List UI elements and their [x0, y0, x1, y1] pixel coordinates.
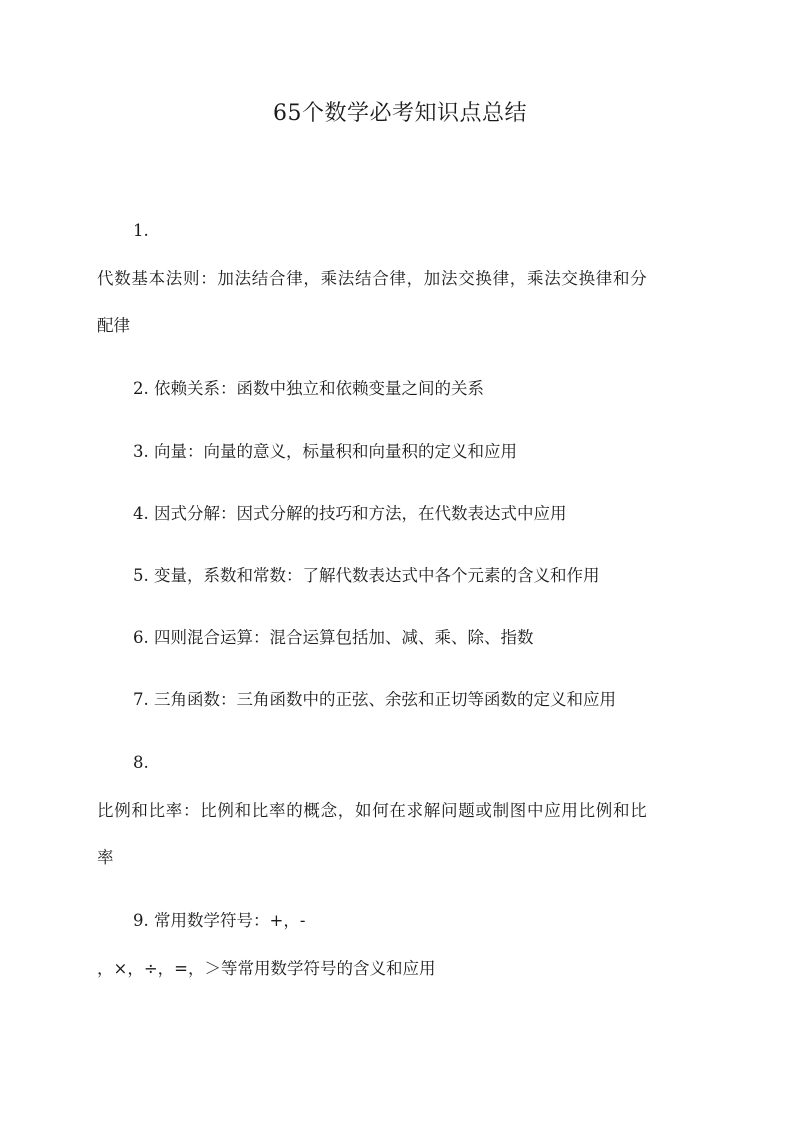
document-title: 65个数学必考知识点总结	[273, 101, 527, 126]
item-6: 6. 四则混合运算：混合运算包括加、减、乘、除、指数	[133, 628, 534, 647]
item-4: 4. 因式分解：因式分解的技巧和方法，在代数表达式中应用	[133, 504, 567, 523]
item-7: 7. 三角函数：三角函数中的正弦、余弦和正切等函数的定义和应用	[133, 690, 616, 709]
item-1-text: 代数基本法则：加法结合律，乘法结合律，加法交换律，乘法交换律和分	[97, 269, 648, 288]
item-2: 2. 依赖关系：函数中独立和依赖变量之间的关系	[133, 379, 484, 398]
item-8-number: 8.	[133, 753, 149, 772]
item-5: 5. 变量，系数和常数：了解代数表达式中各个元素的含义和作用	[133, 566, 600, 585]
item-9-text-continued: ，×，÷，=，＞等常用数学符号的含义和应用	[97, 959, 436, 978]
item-1-number: 1.	[133, 221, 149, 240]
item-8-text: 比例和比率：比例和比率的概念，如何在求解问题或制图中应用比例和比	[97, 801, 648, 820]
item-8-text-continued: 率	[97, 848, 114, 867]
item-9: 9. 常用数学符号：+，-	[133, 911, 306, 930]
item-1-text-continued: 配律	[97, 316, 130, 335]
item-3: 3. 向量：向量的意义，标量积和向量积的定义和应用	[133, 442, 517, 461]
